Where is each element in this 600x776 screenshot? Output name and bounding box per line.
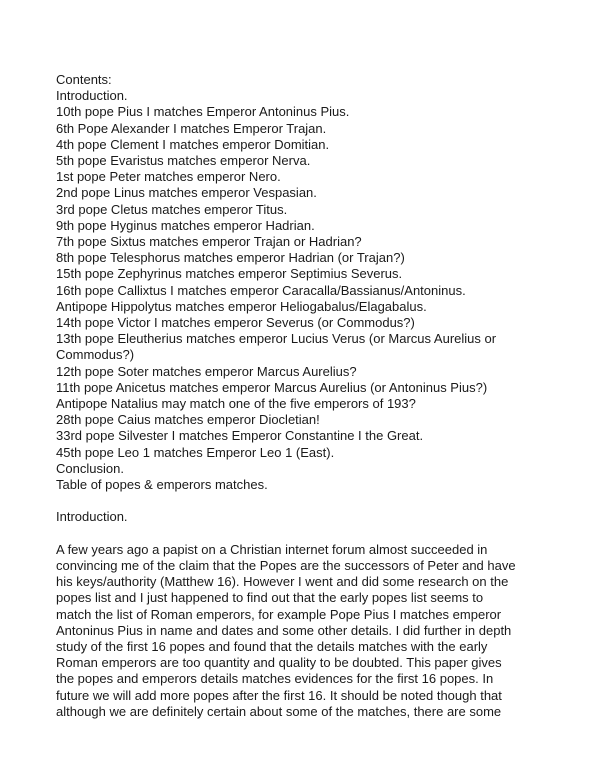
paragraph-line: although we are definitely certain about some of the matches, there are some [56,703,502,719]
contents-item: 7th pope Sixtus matches emperor Trajan or Hadrian? [56,234,362,250]
contents-item: 1st pope Peter matches emperor Nero. [56,169,281,185]
contents-item: 16th pope Callixtus I matches emperor Caracalla/Bassianus/Antoninus. [56,282,466,298]
introduction-paragraph [56,542,556,720]
paragraph-line: popes list and I just happened to find out that the early popes list seems to [56,590,484,606]
contents-item: 13th pope Eleutherius matches emperor Lucius Verus (or Marcus Aurelius or [56,331,497,347]
paragraph-line: his keys/authority (Matthew 16). However I went and did some research on the [56,574,509,590]
contents-item: 6th Pope Alexander I matches Emperor Trajan. [56,120,327,136]
paragraph-line: Antoninus Pius in name and dates and some other details. I did further in depth [56,622,512,638]
contents-item: 2nd pope Linus matches emperor Vespasian. [56,185,317,201]
contents-heading: Contents: [56,72,112,87]
contents-item: Introduction. [56,88,128,104]
contents-item: Antipope Natalius may match one of the five emperors of 193? [56,396,416,412]
spacer [56,493,556,509]
contents-item: Antipope Hippolytus matches emperor Heliogabalus/Elagabalus. [56,298,427,314]
contents-item: Conclusion. [56,460,124,476]
contents-item: 5th pope Evaristus matches emperor Nerva. [56,153,311,169]
paragraph-line: study of the first 16 popes and found that the details matches with the early [56,639,488,655]
paragraph-line: A few years ago a papist on a Christian internet forum almost succeeded in [56,541,488,557]
contents-item: 10th pope Pius I matches Emperor Antoninus Pius. [56,104,350,120]
introduction-heading: Introduction. [56,509,128,525]
contents-item: 15th pope Zephyrinus matches emperor Septimius Severus. [56,266,403,282]
contents-item: Table of popes & emperors matches. [56,477,268,493]
contents-item: 3rd pope Cletus matches emperor Titus. [56,201,288,217]
paragraph-line: match the list of Roman emperors, for example Pope Pius I matches emperor [56,606,502,622]
contents-item: Commodus?) [56,347,135,363]
contents-item: 12th pope Soter matches emperor Marcus Aurelius? [56,363,357,379]
paragraph-line: the popes and emperors details matches evidences for the first 16 popes. In [56,671,494,687]
contents-item: 9th pope Hyginus matches emperor Hadrian. [56,217,315,233]
paragraph-line: future we will add more popes after the first 16. It should be noted though that [56,687,502,703]
contents-item: 28th pope Caius matches emperor Diocletian! [56,412,320,428]
contents-item: 14th pope Victor I matches emperor Severus (or Commodus?) [56,315,415,331]
document-text [56,72,556,720]
contents-item: 33rd pope Silvester I matches Emperor Constantine I the Great. [56,428,424,444]
contents-item: 4th pope Clement I matches emperor Domitian. [56,136,330,152]
contents-item: 45th pope Leo 1 matches Emperor Leo 1 (East). [56,444,335,460]
paragraph-line: convincing me of the claim that the Popes are the successors of Peter and have [56,558,516,574]
spacer [56,526,556,542]
contents-item: 8th pope Telesphorus matches emperor Hadrian (or Trajan?) [56,250,405,266]
contents-item: 11th pope Anicetus matches emperor Marcus Aurelius (or Antoninus Pius?) [56,379,488,395]
contents-list [56,88,556,493]
paragraph-line: Roman emperors are too quantity and quality to be doubted. This paper gives [56,655,502,671]
